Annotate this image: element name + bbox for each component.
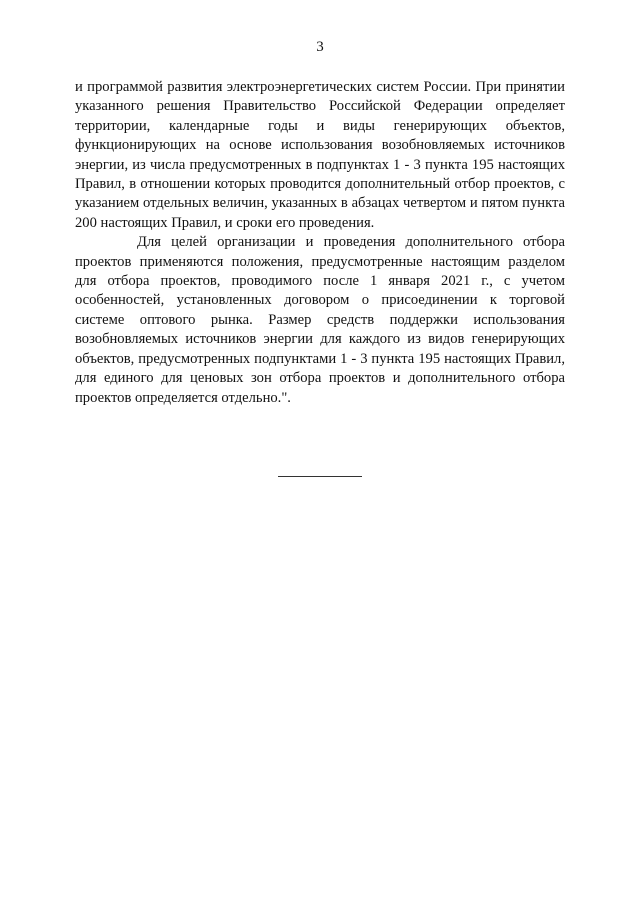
document-body bbox=[75, 78, 565, 408]
page-number: 3 bbox=[316, 39, 324, 55]
end-separator-line bbox=[278, 476, 362, 477]
paragraph-additional-selection: Для целей организации и проведения дополнительного отбора проектов применяются положения, предусмотренные настоящим разделом для отбора проектов, проводимого после 1 января 2021 г., с учетом особенностей, установленных договором о присоединении к торговой системе оптового рынка. Размер средств поддержки использования возобновляемых источников энергии для каждого из видов генерирующих объектов, предусмотренных подпунктами 1 - 3 пункта 195 настоящих Правил, для единого для ценовых зон отбора проектов и дополнительного отбора проектов определяется отдельно.". bbox=[75, 234, 565, 406]
paragraph-continuation: и программой развития электроэнергетических систем России. При принятии указанного решения Правительство Российской Федерации определяет территории, календарные годы и виды генерирующих объектов, функционирующих на основе использования возобновляемых источников энергии, из числа предусмотренных в подпунктах 1 - 3 пункта 195 настоящих Правил, в отношении которых проводится дополнительный отбор проектов, с указанием отдельных величин, указанных в абзацах четвертом и пятом пункта 200 настоящих Правил, и сроки его проведения. bbox=[75, 79, 565, 231]
